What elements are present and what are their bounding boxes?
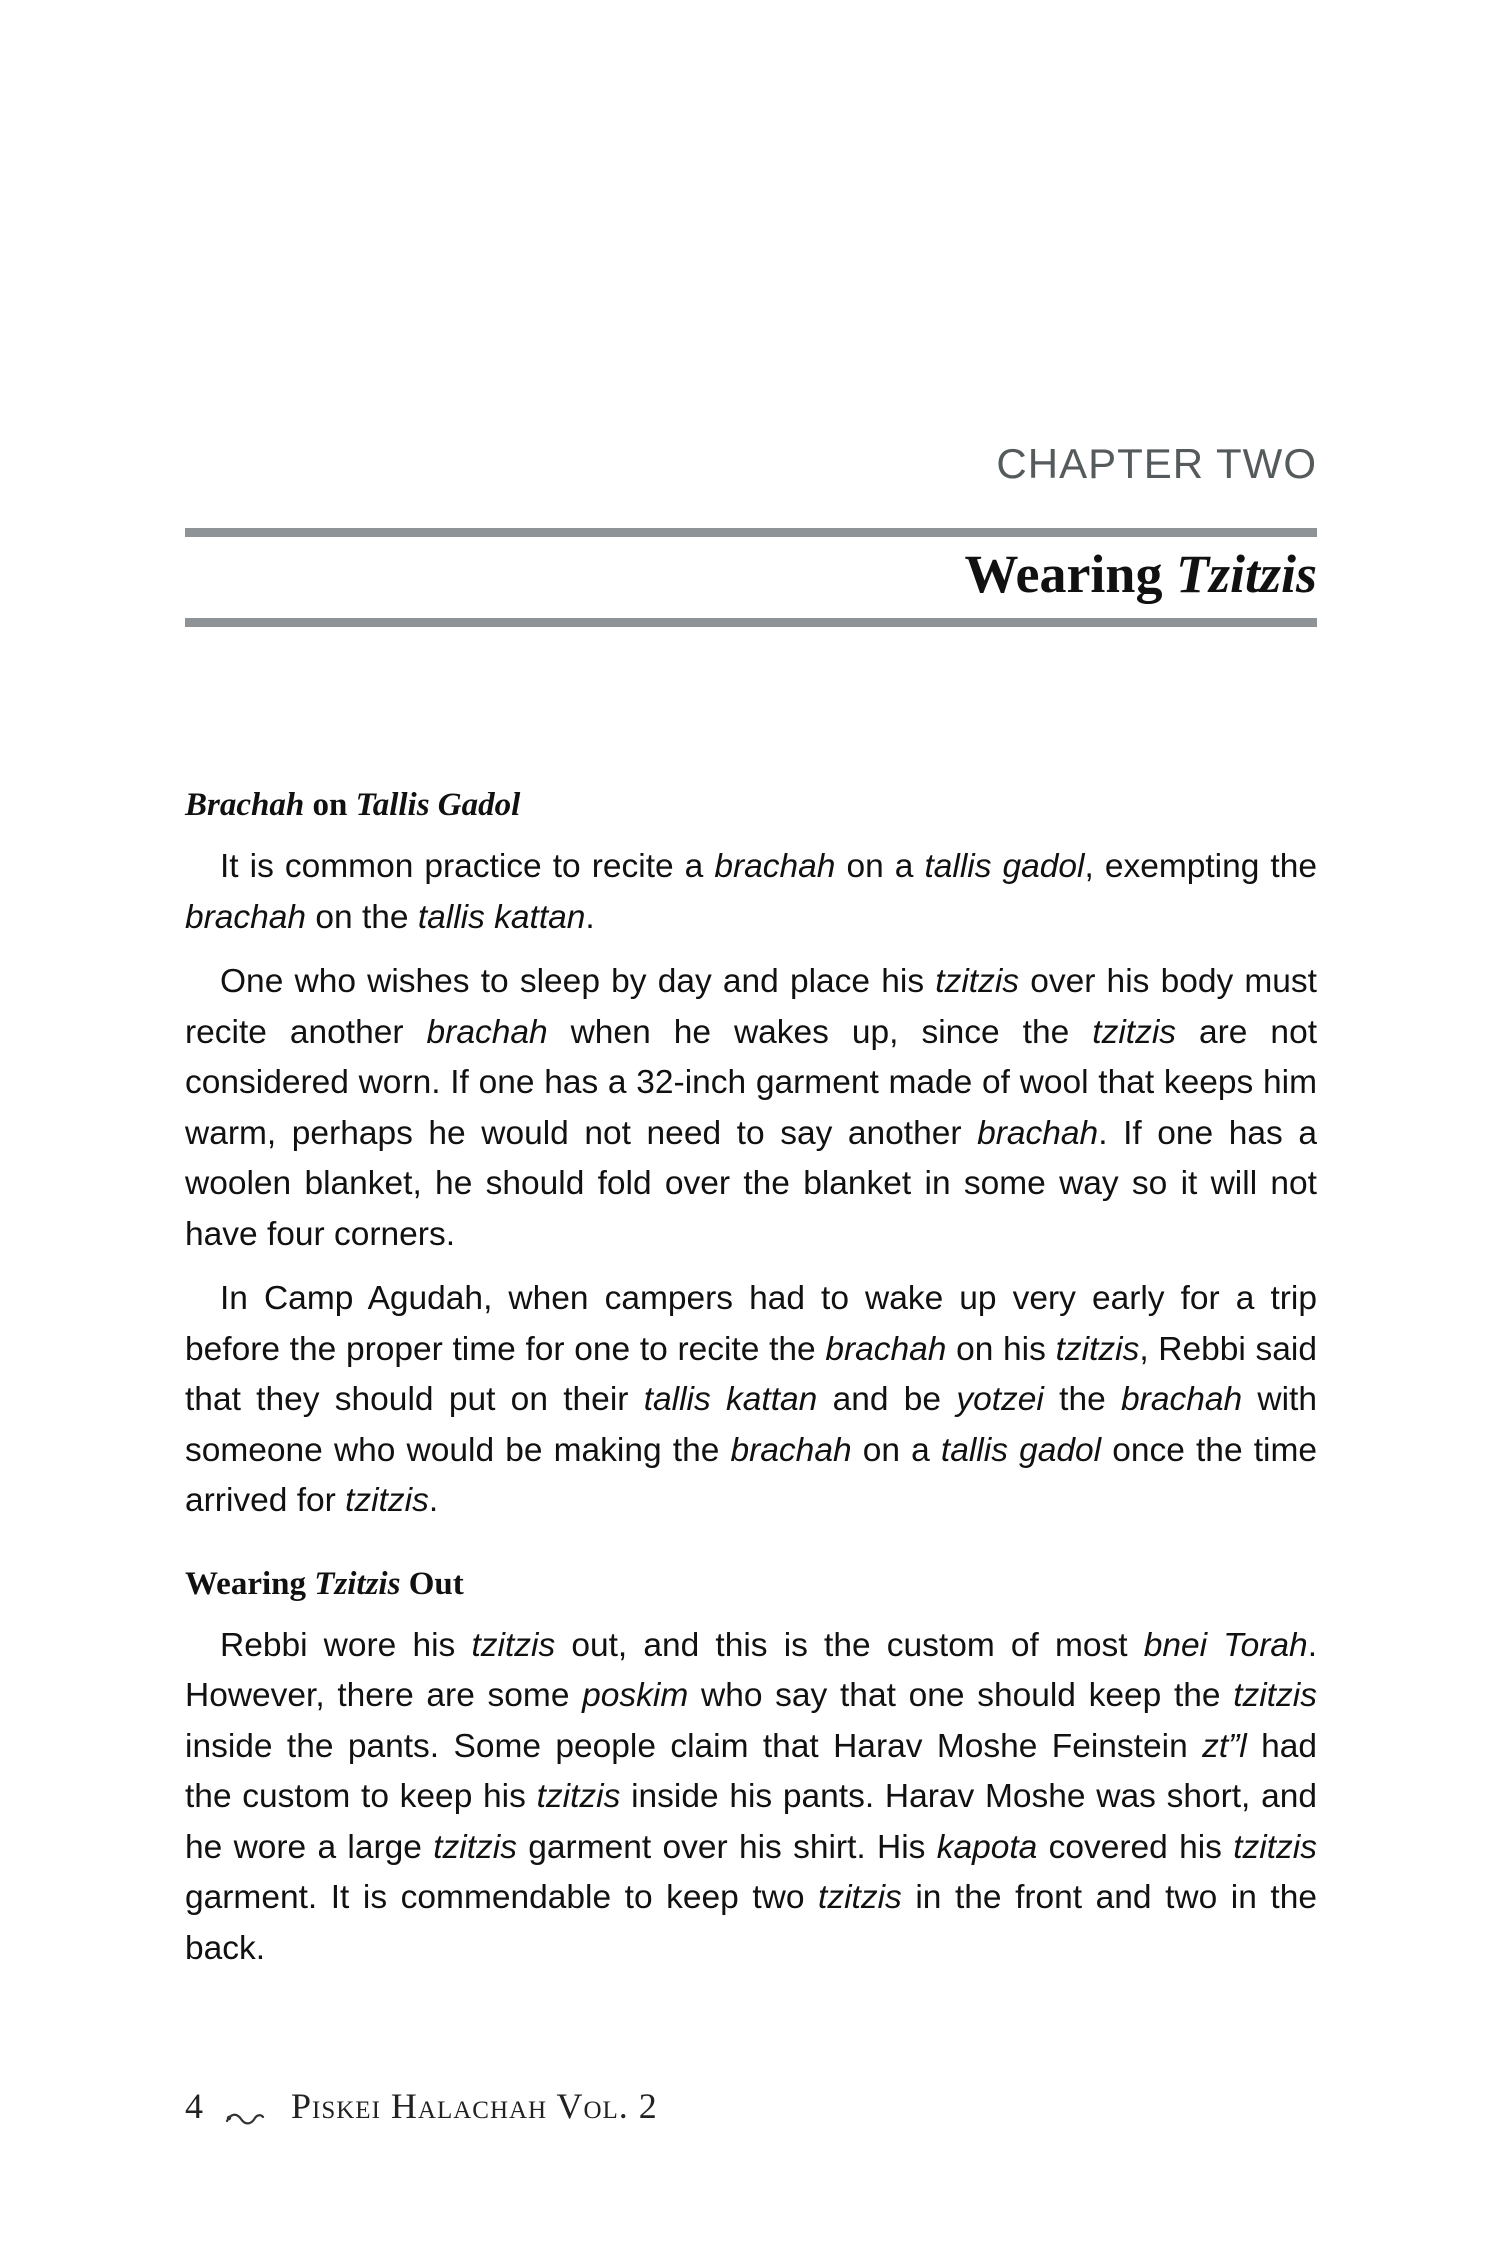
title-rule-bottom [185, 618, 1317, 627]
body-paragraph [185, 957, 1317, 1260]
section-heading [185, 780, 1317, 830]
book-title: Piskei Halachah Vol. 2 [291, 2086, 658, 2126]
italic-term: kapota [936, 1828, 1038, 1866]
chapter-body [185, 780, 1317, 1988]
page-number: 4 [185, 2086, 203, 2126]
italic-term: tzitzis [1233, 1828, 1317, 1866]
text-run: , Rebbi said that they should put on their [185, 1330, 1317, 1418]
text-run: In Camp Agudah, when campers had to wake up very early for a trip before the proper time for one to recite the [185, 1280, 1317, 1368]
heading-part: Tzitzis [314, 1565, 401, 1602]
heading-part: Tallis Gadol [355, 787, 521, 823]
heading-part: Wearing [185, 1565, 315, 1602]
italic-term: tzitzis [536, 1778, 621, 1815]
italic-term: tzitzis [1092, 1013, 1177, 1051]
section-heading [185, 1559, 1317, 1609]
italic-term: tallis gadol [940, 1431, 1102, 1469]
italic-term: tzitzis [818, 1879, 902, 1916]
heading-part: on [304, 787, 356, 823]
page-footer [185, 2085, 658, 2127]
heading-part: Brachah [185, 787, 305, 823]
text-run: inside his pants. Harav Moshe was short, and he wore a large [185, 1778, 1317, 1866]
italic-term: brachah [730, 1431, 852, 1469]
text-run: One who wishes to sleep by day and place his [220, 963, 936, 1000]
text-run: on his [946, 1330, 1056, 1368]
italic-term: brachah [714, 848, 836, 885]
text-run: are not considered worn. If one has a 32-inch garment made of wool that keeps him warm, perhaps he would not need to say another [185, 1013, 1318, 1152]
italic-term: poskim [582, 1677, 689, 1714]
chapter-title-italic: Tzitzis [1175, 544, 1317, 604]
text-run: , exempting the [1084, 848, 1317, 885]
italic-term: brachah [426, 1013, 548, 1051]
italic-term: tallis kattan [417, 898, 586, 936]
text-run: on the [306, 898, 418, 936]
italic-term: tzitzis [345, 1482, 429, 1519]
text-run: garment. It is commendable to keep two [185, 1879, 819, 1916]
chapter-title-plain: Wearing [964, 544, 1176, 604]
body-paragraph [185, 1621, 1317, 1975]
text-run: garment over his shirt. His [516, 1828, 937, 1866]
swirl-ornament-icon [225, 2096, 265, 2116]
text-run: in the front and two in the back. [185, 1879, 1318, 1967]
italic-term: brachah [825, 1330, 947, 1368]
book-page [185, 0, 1317, 2253]
text-run: had the custom to keep his [185, 1727, 1317, 1815]
italic-term: zt”l [1202, 1727, 1247, 1765]
chapter-title [964, 543, 1317, 605]
title-rule-top [185, 528, 1317, 537]
text-run: with someone who would be making the [185, 1381, 1317, 1469]
text-run: on a [835, 848, 925, 885]
text-run: over his body must recite another [185, 963, 1317, 1051]
text-run: who say that one should keep the [688, 1677, 1234, 1714]
text-run: when he wakes up, since the [547, 1013, 1093, 1051]
italic-term: tzitzis [1233, 1677, 1317, 1714]
text-run: and be [817, 1381, 957, 1418]
text-run: It is common practice to recite a [220, 848, 715, 885]
text-run: . However, there are some [185, 1626, 1317, 1714]
italic-term: tzitzis [433, 1828, 517, 1866]
italic-term: brachah [185, 898, 307, 936]
text-run: on a [851, 1431, 941, 1469]
italic-term: brachah [1121, 1381, 1243, 1418]
text-run: . If one has a woolen blanket, he should fold over the blanket in some way so it will not have four corners. [185, 1114, 1317, 1253]
italic-term: tallis kattan [643, 1381, 818, 1418]
text-run: . [585, 898, 595, 936]
italic-term: brachah [977, 1114, 1099, 1152]
text-run: covered his [1037, 1828, 1234, 1866]
italic-term: tzitzis [471, 1626, 556, 1664]
text-run: once the time arrived for [185, 1431, 1318, 1519]
italic-term: tzitzis [1055, 1330, 1140, 1368]
text-run: out, and this is the custom of most [555, 1626, 1144, 1664]
text-run: inside the pants. Some people claim that Harav Moshe Feinstein [185, 1727, 1203, 1765]
text-run: the [1043, 1381, 1122, 1418]
chapter-label: CHAPTER TWO [996, 440, 1317, 487]
italic-term: tzitzis [935, 963, 1020, 1000]
body-paragraph [185, 842, 1317, 943]
body-paragraph [185, 1274, 1317, 1527]
heading-part: Out [400, 1565, 464, 1602]
text-run: Rebbi wore his [220, 1626, 472, 1664]
italic-term: bnei Torah [1143, 1626, 1308, 1664]
text-run: . [428, 1482, 439, 1519]
italic-term: tallis gadol [924, 848, 1085, 885]
italic-term: yotzei [956, 1381, 1044, 1418]
